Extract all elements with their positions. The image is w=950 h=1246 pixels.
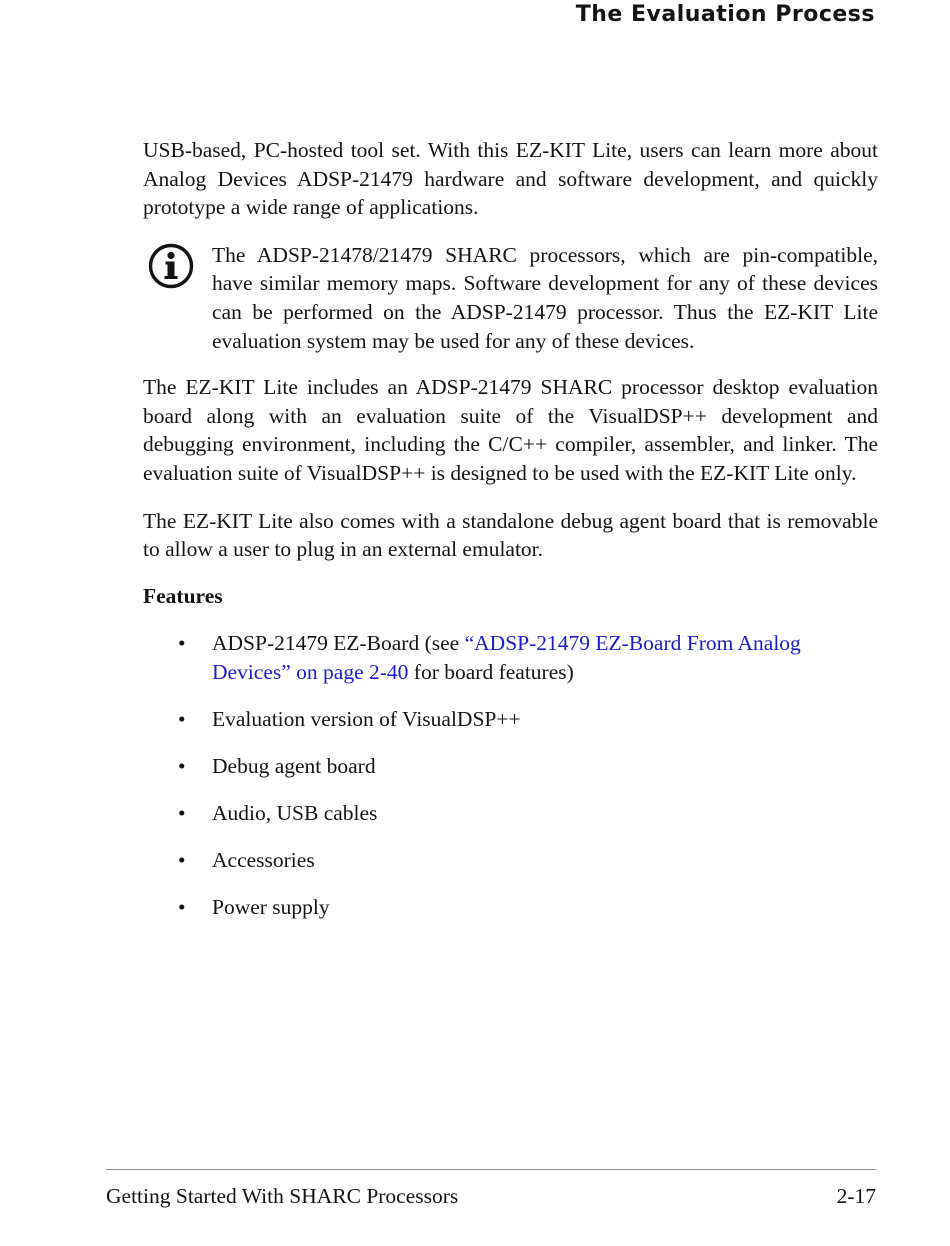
running-header: The Evaluation Process — [575, 2, 875, 27]
bullet-icon: • — [178, 706, 186, 731]
ez-board-xref-link[interactable]: “ADSP-21479 EZ-Board From Analog Devices” on page 2-40 — [212, 631, 801, 684]
list-item-text: Debug agent board — [212, 753, 376, 778]
list-item-text: Power supply — [212, 894, 330, 919]
list-item-text: Accessories — [212, 847, 315, 872]
bullet-icon: • — [178, 894, 186, 919]
list-item — [143, 629, 878, 686]
debug-agent-paragraph: The EZ-KIT Lite also comes with a standalone debug agent board that is removable to allow a user to plug in an external emulator. — [143, 508, 878, 562]
board-description-paragraph: The EZ-KIT Lite includes an ADSP-21479 SHARC processor desktop evaluation board along with an evaluation suite of the VisualDSP++ development and debugging environment, including the C/C++ compiler, assembler, and linker. The evaluation suite of VisualDSP++ is designed to be used with the EZ-KIT Lite only. — [143, 375, 878, 485]
features-list — [143, 629, 878, 921]
bullet-icon: • — [178, 753, 186, 778]
footer-rule — [106, 1169, 876, 1170]
features-heading: Features — [143, 583, 223, 608]
item-suffix: for board features) — [408, 659, 574, 684]
page-body — [143, 136, 878, 940]
info-icon — [148, 243, 194, 289]
list-item — [143, 752, 878, 781]
footer-title: Getting Started With SHARC Processors — [106, 1184, 459, 1208]
bullet-icon: • — [178, 631, 186, 656]
bullet-icon: • — [178, 847, 186, 872]
note-text: The ADSP-21478/21479 SHARC processors, which are pin-compatible, have similar memory maps. Software development for any of these devices can be performed on the ADSP-21479 processor. Thus the EZ-KIT Lite evaluation system may be used for any of these devices. — [212, 242, 878, 353]
page-number: 2-17 — [836, 1184, 876, 1208]
item-prefix: ADSP-21479 EZ-Board (see — [212, 631, 465, 656]
list-item — [143, 705, 878, 734]
list-item-text: Evaluation version of VisualDSP++ — [212, 706, 521, 731]
intro-paragraph: USB-based, PC-hosted tool set. With this EZ-KIT Lite, users can learn more about Analog Devices ADSP-21479 hardware and software development, and quickly prototype a wide range of applications. — [143, 138, 878, 220]
list-item — [143, 893, 878, 922]
list-item-text: Audio, USB cables — [212, 800, 378, 825]
bullet-icon: • — [178, 800, 186, 825]
list-item — [143, 846, 878, 875]
info-note — [143, 241, 878, 355]
list-item — [143, 799, 878, 828]
